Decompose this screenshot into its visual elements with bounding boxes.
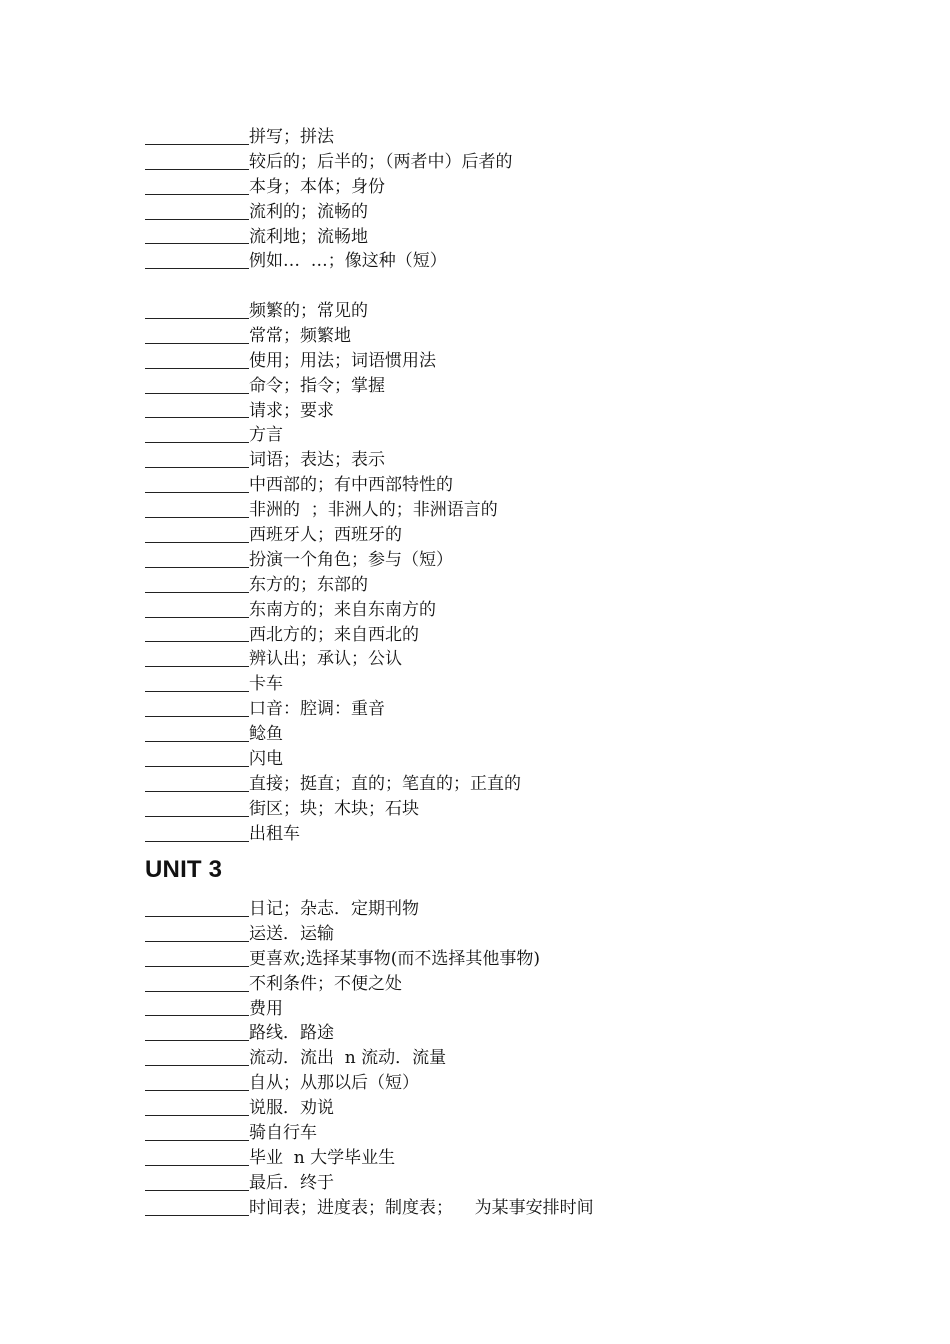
vocab-row [145, 1146, 594, 1171]
vocab-row [145, 1121, 594, 1146]
chinese-meaning: 命令；指令；掌握 [249, 375, 385, 396]
vocab-row [145, 722, 521, 747]
chinese-meaning: 说服．劝说 [249, 1098, 334, 1119]
vocab-list-part-2 [145, 299, 521, 847]
chinese-meaning: 请求；要求 [249, 400, 334, 421]
vocab-row [145, 423, 521, 448]
answer-blank[interactable] [145, 450, 249, 468]
chinese-meaning: 扮演一个角色；参与（短） [249, 549, 453, 570]
answer-blank[interactable] [145, 475, 249, 493]
chinese-meaning: 鲶鱼 [249, 724, 283, 745]
answer-blank[interactable] [145, 575, 249, 593]
answer-blank[interactable] [145, 177, 249, 195]
chinese-meaning: 骑自行车 [249, 1123, 317, 1143]
chinese-meaning: 方言 [249, 425, 283, 446]
vocab-row [145, 598, 521, 623]
chinese-meaning: 词语；表达；表示 [249, 450, 385, 471]
answer-blank[interactable] [145, 525, 249, 543]
vocab-row [145, 897, 594, 922]
answer-blank[interactable] [145, 699, 249, 717]
answer-blank[interactable] [145, 899, 249, 917]
vocab-row [145, 473, 521, 498]
chinese-meaning: 本身；本体；身份 [249, 176, 385, 197]
answer-blank[interactable] [145, 550, 249, 568]
vocab-row [145, 249, 513, 274]
answer-blank[interactable] [145, 949, 249, 967]
vocab-row [145, 922, 594, 947]
vocab-row [145, 324, 521, 349]
vocab-row [145, 548, 521, 573]
answer-blank[interactable] [145, 1148, 249, 1166]
answer-blank[interactable] [145, 998, 249, 1016]
answer-blank[interactable] [145, 326, 249, 344]
vocab-list-part-1 [145, 125, 513, 274]
chinese-meaning: 费用 [249, 998, 283, 1019]
vocab-list-unit-3 [145, 897, 594, 1221]
chinese-meaning: 直接；挺直；直的；笔直的；正直的 [249, 773, 521, 794]
answer-blank[interactable] [145, 674, 249, 692]
vocab-row [145, 1071, 594, 1096]
answer-blank[interactable] [145, 649, 249, 667]
vocab-row [145, 349, 521, 374]
answer-blank[interactable] [145, 127, 249, 145]
answer-blank[interactable] [145, 500, 249, 518]
answer-blank[interactable] [145, 774, 249, 792]
vocab-row [145, 972, 594, 997]
answer-blank[interactable] [145, 1023, 249, 1041]
answer-blank[interactable] [145, 749, 249, 767]
chinese-meaning: 街区；块；木块；石块 [249, 798, 419, 819]
vocab-row [145, 448, 521, 473]
chinese-meaning: 流利的；流畅的 [249, 201, 368, 222]
answer-blank[interactable] [145, 600, 249, 618]
vocab-row [145, 747, 521, 772]
vocab-row [145, 947, 594, 972]
chinese-meaning: 毕业 n 大学毕业生 [249, 1147, 396, 1168]
chinese-meaning: 运送．运输 [249, 923, 334, 944]
vocab-row [145, 299, 521, 324]
answer-blank[interactable] [145, 376, 249, 394]
chinese-meaning: 日记；杂志．定期刊物 [249, 898, 419, 919]
answer-blank[interactable] [145, 724, 249, 742]
answer-blank[interactable] [145, 226, 249, 244]
vocab-row [145, 797, 521, 822]
chinese-meaning: 西班牙人；西班牙的 [249, 525, 402, 545]
answer-blank[interactable] [145, 301, 249, 319]
answer-blank[interactable] [145, 1048, 249, 1066]
answer-blank[interactable] [145, 425, 249, 443]
vocab-row [145, 647, 521, 672]
chinese-meaning: 自从；从那以后（短） [249, 1073, 419, 1094]
chinese-meaning: 较后的；后半的；（两者中）后者的 [249, 151, 513, 172]
vocab-row [145, 997, 594, 1022]
answer-blank[interactable] [145, 202, 249, 220]
vocab-row [145, 623, 521, 648]
vocab-row [145, 1171, 594, 1196]
chinese-meaning: 流动．流出 n 流动．流量 [249, 1048, 447, 1069]
vocab-row [145, 498, 521, 523]
chinese-meaning: 东方的；东部的 [249, 574, 368, 595]
answer-blank[interactable] [145, 152, 249, 170]
answer-blank[interactable] [145, 351, 249, 369]
answer-blank[interactable] [145, 1123, 249, 1141]
vocab-row [145, 150, 513, 175]
answer-blank[interactable] [145, 1173, 249, 1191]
chinese-meaning: 中西部的；有中西部特性的 [249, 475, 453, 496]
chinese-meaning: 口音：腔调：重音 [249, 699, 385, 720]
vocab-row [145, 672, 521, 697]
vocab-row [145, 125, 513, 150]
chinese-meaning: 使用；用法；词语惯用法 [249, 350, 436, 371]
chinese-meaning: 卡车 [249, 674, 283, 695]
chinese-meaning: 闪电 [249, 749, 283, 770]
vocab-row [145, 374, 521, 399]
chinese-meaning: 常常；频繁地 [249, 325, 351, 346]
chinese-meaning: 东南方的；来自东南方的 [249, 599, 436, 620]
answer-blank[interactable] [145, 974, 249, 992]
chinese-meaning: 频繁的；常见的 [249, 300, 368, 321]
vocab-row [145, 200, 513, 225]
vocab-row [145, 175, 513, 200]
chinese-meaning: 路线．路途 [249, 1023, 334, 1044]
answer-blank[interactable] [145, 251, 249, 269]
answer-blank[interactable] [145, 1073, 249, 1091]
answer-blank[interactable] [145, 799, 249, 817]
vocab-row [145, 573, 521, 598]
vocab-row [145, 822, 521, 847]
vocab-row [145, 1046, 594, 1071]
answer-blank[interactable] [145, 924, 249, 942]
chinese-meaning: 西北方的；来自西北的 [249, 624, 419, 645]
answer-blank[interactable] [145, 1098, 249, 1116]
answer-blank[interactable] [145, 624, 249, 642]
answer-blank[interactable] [145, 1198, 249, 1216]
chinese-meaning: 不利条件；不便之处 [249, 973, 402, 994]
answer-blank[interactable] [145, 824, 249, 842]
vocab-row [145, 523, 521, 548]
vocab-row [145, 1021, 594, 1046]
chinese-meaning: 辨认出；承认；公认 [249, 649, 402, 670]
chinese-meaning: 更喜欢;选择某事物(而不选择其他事物) [249, 948, 540, 969]
vocab-row [145, 399, 521, 424]
chinese-meaning: 出租车 [249, 823, 300, 844]
vocab-row [145, 697, 521, 722]
chinese-meaning: 时间表；进度表；制度表； 为某事安排时间 [249, 1197, 594, 1218]
unit-heading: UNIT 3 [145, 856, 223, 883]
chinese-meaning: 最后．终于 [249, 1172, 334, 1193]
answer-blank[interactable] [145, 400, 249, 418]
vocab-row [145, 225, 513, 250]
chinese-meaning: 非洲的 ；非洲人的；非洲语言的 [249, 500, 498, 521]
vocab-row [145, 1196, 594, 1221]
vocab-row [145, 1096, 594, 1121]
chinese-meaning: 流利地；流畅地 [249, 226, 368, 247]
vocab-row [145, 772, 521, 797]
chinese-meaning: 例如… …；像这种（短） [249, 251, 447, 272]
chinese-meaning: 拼写；拼法 [249, 126, 334, 147]
